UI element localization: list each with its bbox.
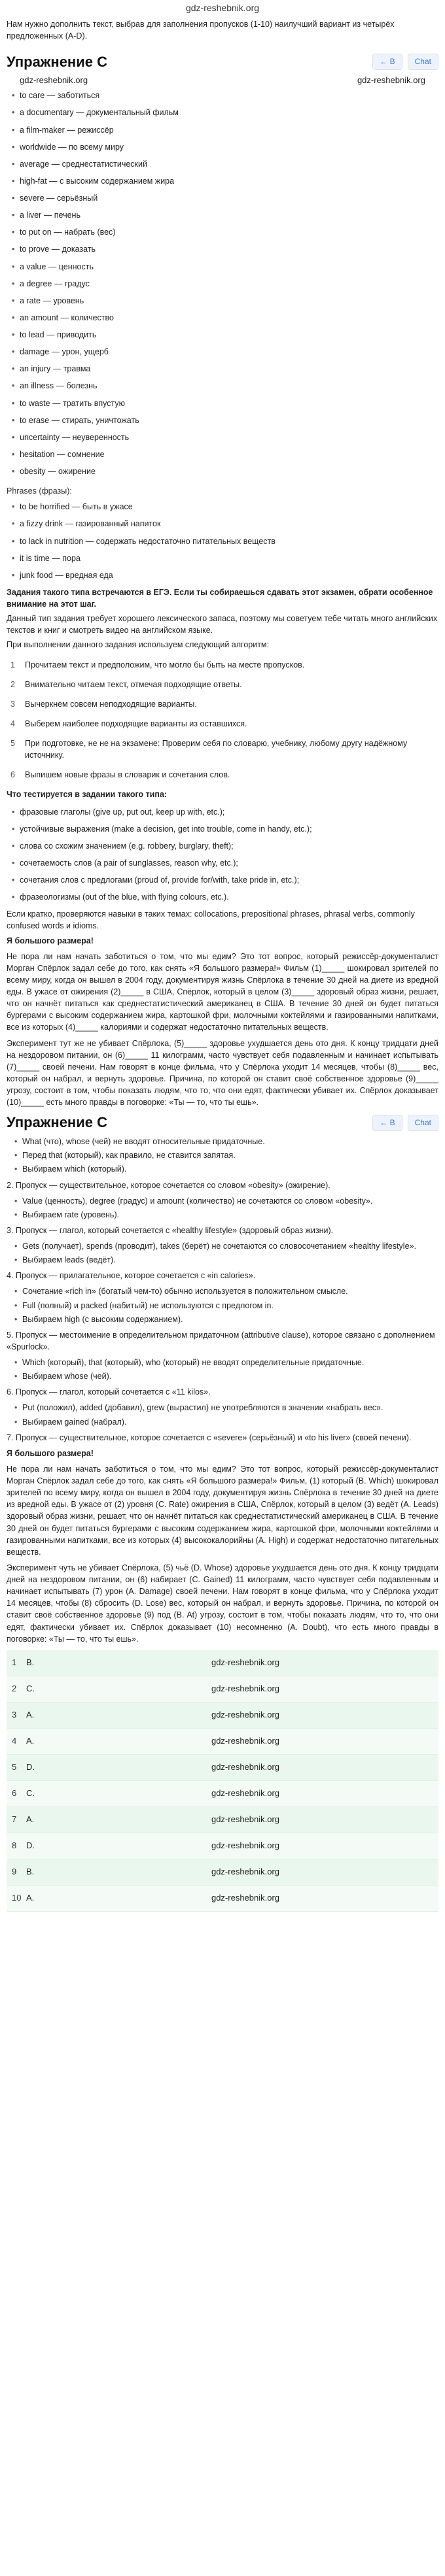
answer-value: C. <box>26 1788 35 1798</box>
exercise-buttons <box>372 54 438 70</box>
list-item: • to waste — тратить впустую <box>10 395 438 412</box>
list-item: • junk food — вредная еда <box>10 567 438 584</box>
step-item: 3 Вычеркнем совсем неподходящие варианты. <box>10 699 197 709</box>
tip-bold: Задания такого типа встречаются в ЕГЭ. Если ты собираешься сдавать этот экзамен, обрати особенное внимание на этот шаг. <box>7 587 433 609</box>
watermark-text: gdz-reshebnik.org <box>211 1761 280 1772</box>
watermark-text: gdz-reshebnik.org <box>211 1892 280 1903</box>
text-title: Я большого размера! <box>7 1448 94 1458</box>
tip-paragraph: При выполнении данного задания используем следующий алгоритм: <box>7 640 269 650</box>
step-text: Выберем наиболее подходящие варианты из оставшихся. <box>25 719 247 728</box>
explanation-item: • Сочетание «rich in» (богатый чем-то) обычно используется в положительном смысле. <box>14 1285 438 1297</box>
explanation-item: • Value (ценность), degree (градус) и amount (количество) не сочетаются со словом «obesity». <box>14 1195 438 1207</box>
explanation-item: • Full (полный) и packed (набитый) не используются с предлогом in. <box>14 1300 438 1312</box>
chat-button[interactable]: Chat <box>408 54 438 70</box>
answer-row: 6 C. gdz-reshebnik.org <box>7 1781 438 1807</box>
answer-value: A. <box>26 1814 35 1824</box>
answer-value: D. <box>26 1840 35 1850</box>
list-item: • a value — ценность <box>10 258 438 275</box>
step-text: Внимательно читаем текст, отмечая подходящие ответы. <box>25 679 242 689</box>
answer-value: B. <box>26 1657 35 1667</box>
list-item: • устойчивые выражения (make a decision, get into trouble, come in handy, etc.); <box>10 821 438 838</box>
answer-row: 5 D. gdz-reshebnik.org <box>7 1755 438 1781</box>
explanation-item: • Выбираем leads (ведёт). <box>14 1254 438 1266</box>
answer-value: A. <box>26 1735 35 1746</box>
list-item: • to erase — стирать, уничтожать <box>10 412 438 429</box>
list-item: • uncertainty — неуверенность <box>10 429 438 446</box>
text-title: Я большого размера! <box>7 936 94 945</box>
answer-row: 3 A. gdz-reshebnik.org <box>7 1703 438 1729</box>
list-item: • a documentary — документальный фильм <box>10 104 438 121</box>
task-text: Эксперимент тут же не убивает Спёрлока, (5)_____ здоровье ухудшается день ото дня. К концу тридцати дней на нездоровом питании, он (6)_____ 11 килограмм, часто чувствует себя подавленным и начинает испытывать (7)_____ своей печени. Нам говорят в конце фильма, что у Спёрлока уходит 14 месяцев, чтобы (8)_____ вес, который он набрал, и вернуть здоровье. Причина, по которой он ставит своё собственное здоровье (9)_____ угрозу, состоит в том, чтобы показать людям, что то, что они едят, фактически убивает их. Спёрлок доказывает (10)_____ есть много правды в поговорке: «Ты — то, что ты ешь». <box>7 1038 438 1108</box>
back-button[interactable]: ← В <box>372 1115 402 1131</box>
explanations <box>7 1136 438 1444</box>
list-item: • an injury — травма <box>10 360 438 377</box>
watermark-text: gdz-reshebnik.org <box>211 1788 280 1798</box>
exercise-header <box>7 52 438 73</box>
chat-button[interactable]: Chat <box>408 1115 438 1131</box>
vocab-list <box>10 87 438 480</box>
explanation-item: 7. Пропуск — существительное, которое сочетается с «severe» (серьёзный) и «to his liver» (своей печени). <box>7 1432 412 1442</box>
filled-text: Эксперимент чуть не убивает Спёрлока, (5) чьё (D. Whose) здоровье ухудшается день ото дня. К концу тридцати дней на нездоровом питании, он (6) набирает (C. Gained) 11 килограмм, часто чувствует себя подавленным и начинает испытывать (7) урон (A. Damage) своей печени. Нам говорят в конце фильма, что у Спёрлока уходит 14 месяцев, чтобы (8) сбросить (D. Lose) вес, который он набрал, и вернуть здоровье. Причина, по которой он ставит своё собственное здоровье (9) под (B. At) угрозу, состоит в том, чтобы показать людям, что то, что они едят, фактически убивает их. Спёрлок доказывает (10) несомненно (A. Doubt), что есть много правды в поговорке: «Ты — то, что ты ешь». <box>7 1563 438 1644</box>
watermark-text: gdz-reshebnik.org <box>211 1840 280 1850</box>
explanation-item: • Which (который), that (который), who (который) не вводят определительные придаточные. <box>14 1357 438 1368</box>
answer-value: D. <box>26 1761 35 1772</box>
answer-value: A. <box>26 1892 35 1903</box>
step-text: Вычеркнем совсем неподходящие варианты. <box>25 699 197 709</box>
exercise-title: Упражнение C <box>7 1114 107 1131</box>
answer-row: 10 A. gdz-reshebnik.org <box>7 1886 438 1912</box>
step-text: При подготовке, не не на экзамене: Проверим себя по словарю, учебнику, любому другу надёжному источнику. <box>25 739 408 760</box>
watermark-text: gdz-reshebnik.org <box>20 75 88 86</box>
watermark-text: gdz-reshebnik.org <box>211 1866 280 1876</box>
list-item: • an amount — количество <box>10 309 438 326</box>
list-item: • a rate — уровень <box>10 292 438 309</box>
site-watermark: gdz-reshebnik.org <box>185 3 260 13</box>
filled-text: Не пора ли нам начать заботиться о том, что мы едим? Это тот вопрос, который режиссёр-документалист Морган Спёрлок задал себе до того, как снять «Я большого размера!» Фильм, (1) который (B. Which) шокировал зрителей по всему миру, когда он вышел в 2004 году, документируя жизнь Спёрлока в течение 30 дней на диете из вредной еды. В ужасе от (2) уровня (C. Rate) ожирения в США, Спёрлок, который в целом (3) ведёт (A. Leads) здоровый образ жизни, решает, что он начнёт питаться как среднестатистический американец в США. В течение 30 дней он будет питаться бургерами с высоким содержанием жира, картошкой фри, молочными коктейлями и газированными напитками, все из которых (4) высококалорийны (A. High) и содержат недостаточно питательных веществ. <box>7 1464 438 1557</box>
list-item: • слова со схожим значением (e.g. robbery, burglary, theft); <box>10 838 438 855</box>
step-text: Выпишем новые фразы в словарик и сочетания слов. <box>25 770 230 780</box>
explanation-item: 5. Пропуск — местоимение в определительном придаточном (attributive clause), которое связано с дополнением «Spurlock». <box>7 1330 435 1351</box>
explanation-item: • Выбираем rate (уровень). <box>14 1209 438 1221</box>
task-text: Не пора ли нам начать заботиться о том, что мы едим? Это тот вопрос, который режиссёр-документалист Морган Спёрлок задал себе до того, как снять «Я большого размера!» Фильм (1)_____ шокировал зрителей по всему миру, когда он вышел в 2004 году, документируя жизнь Спёрлока в течение 30 дней на диете из вредной еды. В ужасе от ожирения (2)_____ в США, Спёрлок, который в целом (3)_____ здоровый образ жизни, решает, что он начнёт питаться как среднестатистический американец в США. В течение 30 дней он будет питаться бургерами с высоким содержанием жира, картошкой фри, молочными коктейлями и газированными напитками, все из которых (4)_____ калориями и содержат недостаточно питательных веществ. <box>7 951 438 1032</box>
answer-row: 4 A. gdz-reshebnik.org <box>7 1729 438 1755</box>
list-item: • damage — урон, ущерб <box>10 343 438 360</box>
back-button[interactable]: ← В <box>372 54 402 70</box>
phrases-heading: Phrases (фразы): <box>7 486 72 496</box>
list-item: • сочетания слов с предлогами (proud of, provide for/with, take pride in, etc.); <box>10 872 438 889</box>
explanation-item: • Выбираем which (который). <box>14 1163 438 1175</box>
explanation-item: • Put (положил), added (добавил), grew (вырастил) не употребляются в значении «набрать вес». <box>14 1402 438 1414</box>
step-item: 4 Выберем наиболее подходящие варианты из оставшихся. <box>10 719 247 728</box>
list-item: • сочетаемость слов (a pair of sunglasses, reason why, etc.); <box>10 855 438 872</box>
tested-heading: Что тестируется в задании такого типа: <box>7 790 168 800</box>
list-item: • worldwide — по всему миру <box>10 139 438 156</box>
tested-list <box>10 804 438 906</box>
step-item: 2 Внимательно читаем текст, отмечая подходящие ответы. <box>10 679 242 689</box>
list-item: • an illness — болезнь <box>10 377 438 394</box>
list-item: • it is time — пора <box>10 550 438 567</box>
answer-row: 2 C. gdz-reshebnik.org <box>7 1676 438 1703</box>
watermark-text: gdz-reshebnik.org <box>211 1814 280 1824</box>
list-item: • to prove — доказать <box>10 241 438 258</box>
list-item: • average — среднестатистический <box>10 156 438 173</box>
list-item: • severe — серьёзный <box>10 190 438 207</box>
algorithm-steps <box>10 655 438 785</box>
tip-paragraph: Данный тип задания требует хорошего лексического запаса, поэтому мы советуем тебе читать много английских текстов и книг и смотреть видео на английском языке. <box>7 614 438 636</box>
list-item: • фразеологизмы (out of the blue, with flying colours, etc.). <box>10 889 438 906</box>
phrase-list <box>10 498 438 584</box>
list-item: • фразовые глаголы (give up, put out, keep up with, etc.); <box>10 804 438 821</box>
answer-value: A. <box>26 1709 35 1720</box>
explanation-item: 6. Пропуск — глагол, который сочетается с «11 kilos». <box>7 1387 211 1397</box>
explanation-item: • What (что), whose (чей) не вводят относительные придаточные. <box>14 1136 438 1147</box>
explanation-item: 2. Пропуск — существительное, которое сочетается со словом «obesity» (ожирение). <box>7 1180 330 1190</box>
tested-summary: Если кратко, проверяются навыки в таких темах: collocations, prepositional phrases, phrasal verbs, commonly confused words и idioms. <box>7 909 415 931</box>
explanation-item: • Выбираем gained (набрал). <box>14 1416 438 1428</box>
list-item: • to lack in nutrition — содержать недостаточно питательных веществ <box>10 533 438 550</box>
explanation-item: • Gets (получает), spends (проводит), takes (берёт) не сочетаются со словосочетанием «healthy lifestyle». <box>14 1240 438 1252</box>
step-item: 1 Прочитаем текст и предположим, что могло бы быть на месте пропусков. <box>10 660 305 669</box>
answer-row: 8 D. gdz-reshebnik.org <box>7 1833 438 1859</box>
answer-value: C. <box>26 1683 35 1693</box>
answers-table <box>7 1650 438 1912</box>
list-item: • to be horrified — быть в ужасе <box>10 498 438 515</box>
explanation-item: 3. Пропуск — глагол, который сочетается с «healthy lifestyle» (здоровый образ жизни). <box>7 1225 334 1235</box>
list-item: • a liver — печень <box>10 207 438 224</box>
step-item: 6 Выпишем новые фразы в словарик и сочетания слов. <box>10 770 230 780</box>
answer-value: B. <box>26 1866 35 1876</box>
list-item: • high-fat — с высоким содержанием жира <box>10 173 438 190</box>
step-item: 5 При подготовке, не не на экзамене: Проверим себя по словарю, учебнику, любому другу надёжному источнику. <box>10 739 408 760</box>
list-item: • a fizzy drink — газированный напиток <box>10 515 438 532</box>
step-text: Прочитаем текст и предположим, что могло бы быть на месте пропусков. <box>25 660 305 669</box>
exercise-title: Упражнение C <box>7 53 107 70</box>
list-item: • to put on — набрать (вес) <box>10 224 438 241</box>
watermark-text: gdz-reshebnik.org <box>211 1709 280 1720</box>
explanation-item: • Выбираем whose (чей). <box>14 1370 438 1382</box>
watermark-text: gdz-reshebnik.org <box>211 1735 280 1746</box>
watermark-text: gdz-reshebnik.org <box>211 1683 280 1693</box>
answer-row: 9 B. gdz-reshebnik.org <box>7 1859 438 1886</box>
explanation-item: 4. Пропуск — прилагательное, которое сочетается с «in calories». <box>7 1271 256 1281</box>
watermark-text: gdz-reshebnik.org <box>357 75 425 86</box>
exercise-buttons <box>372 1115 438 1131</box>
list-item: • a film-maker — режиссёр <box>10 122 438 139</box>
explanation-item: • Перед that (который), как правило, не ставится запятая. <box>14 1149 438 1161</box>
list-item: • a degree — градус <box>10 275 438 292</box>
list-item: • to lead — приводить <box>10 326 438 343</box>
explanation-item: • Выбираем high (с высоким содержанием). <box>14 1313 438 1325</box>
exercise-header <box>7 1112 438 1133</box>
answer-row: 1 B. gdz-reshebnik.org <box>7 1650 438 1676</box>
answer-row: 7 A. gdz-reshebnik.org <box>7 1807 438 1833</box>
list-item: • to care — заботиться <box>10 87 438 104</box>
watermark-row <box>7 75 438 87</box>
watermark-text: gdz-reshebnik.org <box>211 1657 280 1667</box>
intro-text: Нам нужно дополнить текст, выбрав для заполнения пропусков (1-10) наилучший вариант из четырёх предложенных (A-D). <box>7 20 395 41</box>
list-item: • obesity — ожирение <box>10 463 438 480</box>
list-item: • hesitation — сомнение <box>10 446 438 463</box>
